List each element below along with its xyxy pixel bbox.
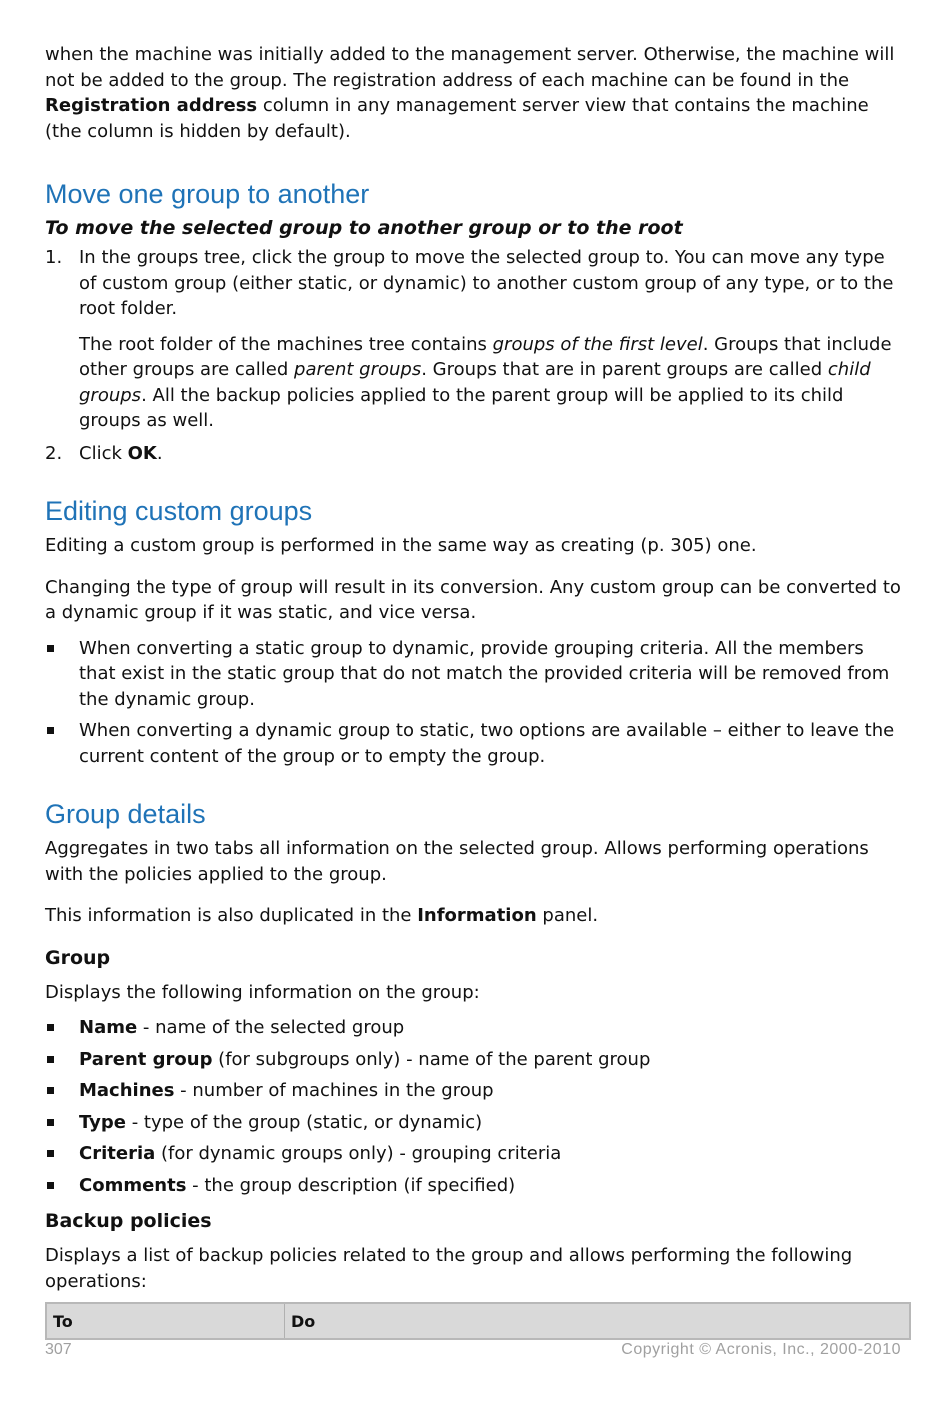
group-subheading: Group [45, 946, 111, 969]
bullet-icon [47, 1024, 54, 1031]
backup-policies-subheading: Backup policies [45, 1210, 212, 1232]
copyright-notice: Copyright © Acronis, Inc., 2000-2010 [621, 1341, 901, 1358]
step-1-note: The root folder of the machines tree contains groups of the first level. Groups that include other groups are called parent groups. Groups that are in parent groups are called child groups. All the backup policies applied to the parent group will be applied to its child groups as well. [79, 333, 892, 431]
list-item: Parent group (for subgroups only) - name of the parent group [45, 1047, 905, 1073]
list-item: Name - name of the selected group [45, 1015, 905, 1041]
group-info-list [45, 1015, 905, 1198]
column-header-to: To [47, 1304, 285, 1338]
list-item: When converting a dynamic group to static, two options are available – either to leave the current content of the group or to empty the group. [45, 718, 905, 769]
operations-table-header [45, 1302, 911, 1340]
group-intro: Displays the following information on the group: [45, 981, 480, 1003]
ok-term: OK [127, 442, 157, 464]
policies-intro: Displays a list of backup policies related to the group and allows performing the following operations: [45, 1245, 853, 1292]
editing-para-1: Editing a custom group is performed in the same way as creating (p. 305) one. [45, 535, 757, 556]
bullet-icon [47, 1182, 54, 1189]
move-group-subheading: To move the selected group to another group or to the root [45, 217, 683, 239]
bullet-icon [47, 1150, 54, 1157]
step-number: 2. [45, 442, 63, 464]
step-1-text: In the groups tree, click the group to move the selected group to. You can move any type of custom group (either static, or dynamic) to another custom group of any type, or to the root folder. [79, 247, 894, 319]
list-item: Comments - the group description (if specified) [45, 1173, 905, 1199]
list-item: When converting a static group to dynamic, provide grouping criteria. All the members that exist in the static group that do not match the provided criteria will be removed from the dynamic group. [45, 636, 905, 713]
column-header-do: Do [291, 1312, 316, 1331]
step-1 [45, 245, 905, 434]
list-item: Machines - number of machines in the group [45, 1078, 905, 1104]
registration-address-term: Registration address [45, 95, 258, 116]
bullet-icon [47, 1056, 54, 1063]
bullet-icon [47, 645, 54, 652]
move-group-heading: Move one group to another [45, 179, 370, 209]
editing-groups-heading: Editing custom groups [45, 496, 313, 526]
conversion-bullets [45, 636, 905, 770]
bullet-icon [47, 727, 54, 734]
bullet-icon [47, 1119, 54, 1126]
step-number: 1. [45, 247, 63, 268]
group-details-heading: Group details [45, 799, 206, 829]
step-2: 2. Click OK. [45, 441, 905, 467]
bullet-icon [47, 1087, 54, 1094]
page-footer [45, 1341, 901, 1363]
page-number: 307 [45, 1341, 72, 1358]
list-item: Type - type of the group (static, or dynamic) [45, 1110, 905, 1136]
move-steps-list [45, 245, 905, 466]
intro-paragraph: when the machine was initially added to the management server. Otherwise, the machine will not be added to the group. The registration address of each machine can be found in the Registration address column in any management server view that contains the machine (the column is hidden by default). [45, 44, 895, 142]
details-para-1: Aggregates in two tabs all information on the selected group. Allows performing operations with the policies applied to the group. [45, 838, 869, 885]
document-page [45, 42, 905, 1340]
information-term: Information [417, 905, 537, 926]
editing-para-2: Changing the type of group will result in its conversion. Any custom group can be converted to a dynamic group if it was static, and vice versa. [45, 576, 901, 623]
details-para-2: This information is also duplicated in the Information panel. [45, 905, 599, 926]
list-item: Criteria (for dynamic groups only) - grouping criteria [45, 1141, 905, 1167]
